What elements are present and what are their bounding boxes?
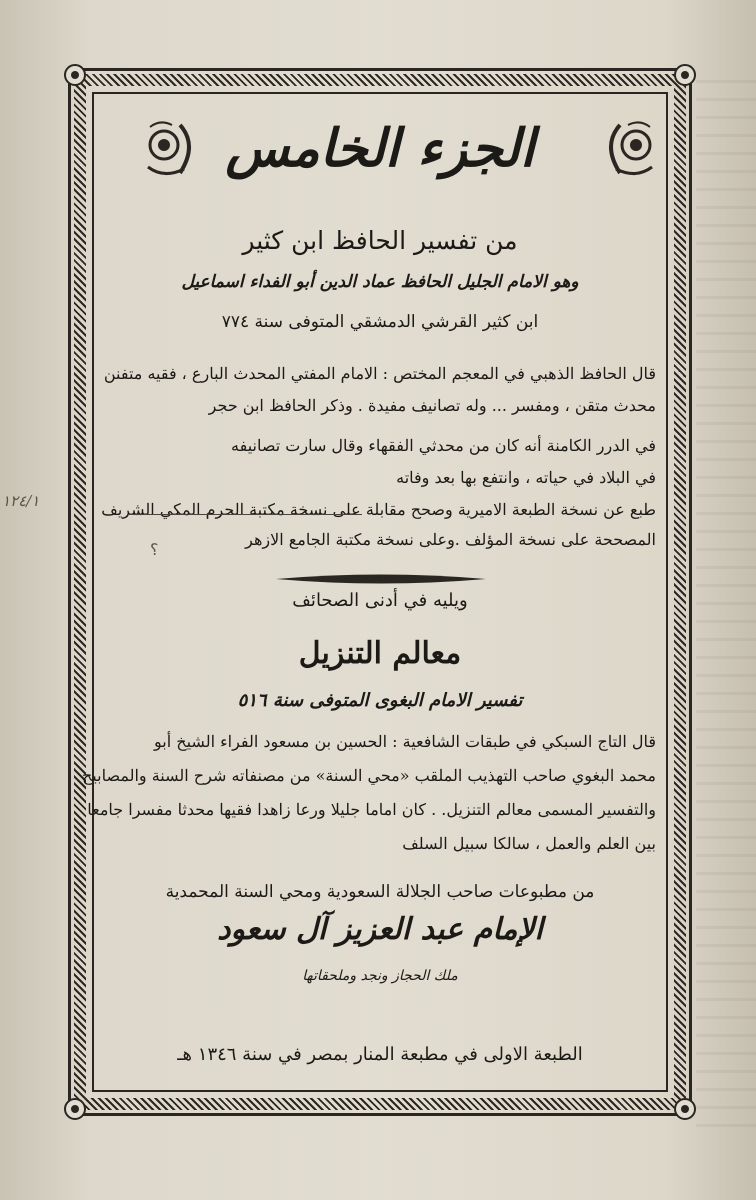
corner-ornament-bottom-left [64, 1098, 86, 1120]
author-line: وهو الامام الجليل الحافظ عماد الدين أبو الفداء اسماعيل [181, 272, 579, 292]
paragraph-2-line: بين العلم والعمل ، سالكا سبيل السلف [402, 834, 656, 853]
handwritten-margin-note: ١٢٤/١ [2, 492, 40, 510]
volume-title: الجزء الخامس [225, 118, 535, 179]
pen-underline [128, 514, 362, 515]
publisher-line: من مطبوعات صاحب الجلالة السعودية ومحي السنة المحمدية [165, 882, 595, 902]
paragraph-2-line: والتفسير المسمى معالم التنزيل. . كان اماما جليلا ورعا زاهدا فقيها محدثا مفسرا جامعا [87, 800, 656, 819]
paragraph-1-line: في البلاد في حياته ، وانتفع بها بعد وفاته [396, 468, 656, 487]
corner-ornament-bottom-right [674, 1098, 696, 1120]
royal-signature-subtitle: ملك الحجاز ونجد وملحقاتها [302, 968, 458, 984]
paragraph-1-line: في الدرر الكامنة أنه كان من محدثي الفقهاء وقال سارت تصانيفه [231, 436, 656, 455]
handwritten-question-mark: ؟ [150, 540, 159, 559]
paragraph-1-line: طبع عن نسخة الطبعة الاميرية وصحح مقابلة على نسخة مكتبة الحرم المكي الشريف [101, 500, 656, 519]
second-book-subtitle: تفسير الامام البغوى المتوفى سنة ٥١٦ [237, 690, 523, 711]
corner-ornament-top-left [64, 64, 86, 86]
edition-footer: الطبعة الاولى في مطبعة المنار بمصر في سنة ١٣٤٦ هـ [177, 1044, 583, 1065]
royal-signature: الإمام عبد العزيز آل سعود [217, 912, 543, 947]
divider-ornament [276, 574, 486, 584]
facing-page-edge [696, 80, 756, 1140]
follow-line: ويليه في أدنى الصحائف [292, 590, 468, 611]
book-subtitle: من تفسير الحافظ ابن كثير [242, 226, 518, 255]
paragraph-1-line: محدث متقن ، ومفسر ... وله تصانيف مفيدة . وذكر الحافظ ابن حجر [208, 396, 656, 415]
second-book-title: معالم التنزيل [298, 636, 462, 671]
paragraph-2-line: قال التاج السبكي في طبقات الشافعية : الحسين بن مسعود الفراء الشيخ أبو [154, 732, 656, 751]
paragraph-1-line: قال الحافظ الذهبي في المعجم المختص : الامام المفتي المحدث البارع ، فقيه متفنن [103, 364, 656, 383]
paragraph-2-line: محمد البغوي صاحب التهذيب الملقب «محي السنة» من مصنفاته شرح السنة والمصابيح [81, 766, 656, 785]
corner-ornament-top-right [674, 64, 696, 86]
paragraph-1-line: المصححة على نسخة المؤلف .وعلى نسخة مكتبة الجامع الازهر [245, 530, 656, 549]
author-line-2: ابن كثير القرشي الدمشقي المتوفى سنة ٧٧٤ [221, 312, 539, 332]
